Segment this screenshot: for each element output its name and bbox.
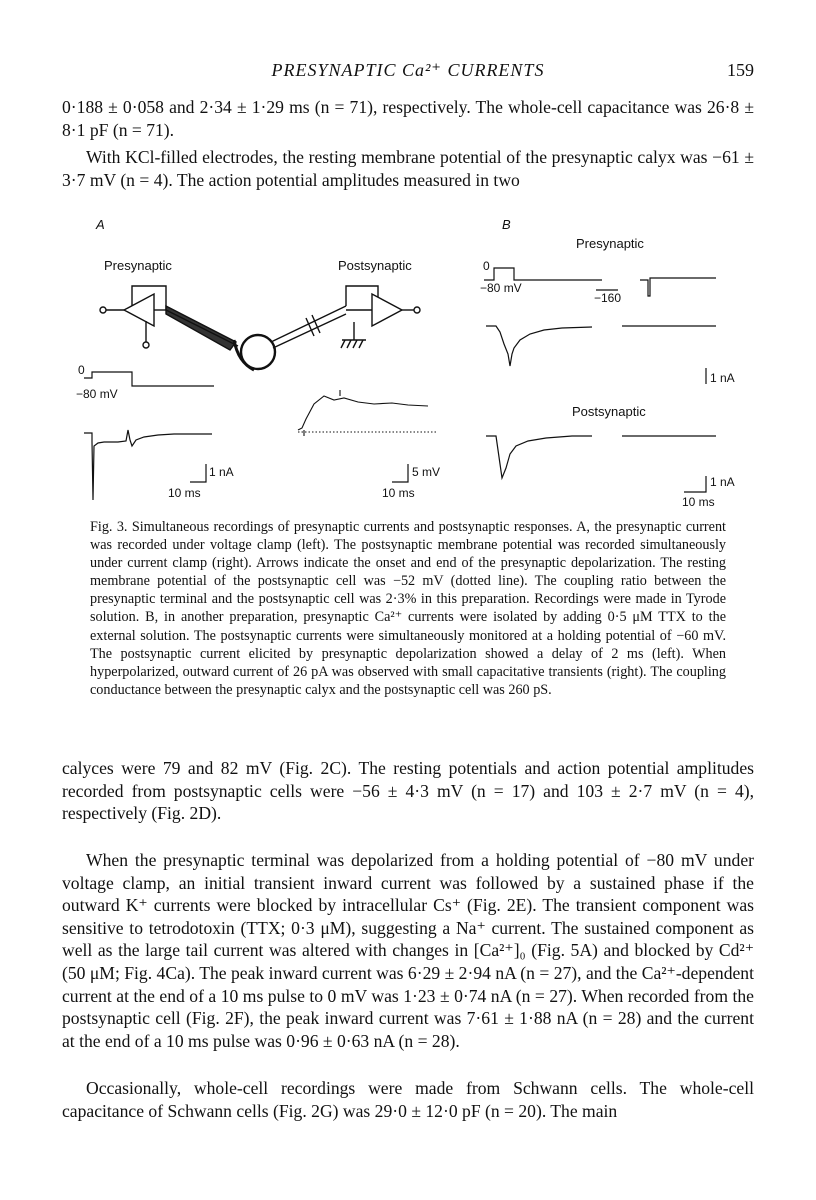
body-paragraph-3: calyces were 79 and 82 mV (Fig. 2C). The resting potentials and action potential amplitudes recorded from postsynaptic cells were −56 ± 4·3 mV (n = 17) and 103 ± 2·7 mV (n = 4), respectively (Fig. 2D).	[62, 758, 754, 824]
panel-a-postsynaptic-label: Postsynaptic	[338, 258, 412, 273]
panel-a-scale-time-left: 10 ms	[168, 486, 201, 500]
body-paragraph-4: When the presynaptic terminal was depolarized from a holding potential of −80 mV under voltage clamp, an initial transient inward current was followed by a sustained phase if the outward K⁺ currents were blocked by intracellular Cs⁺ (Fig. 2E). The transient component was sensitive to tetrodotoxin (TTX; 0·3 μM), suggesting a Na⁺ current. The sustained component as well as the large tail current was altered with changes in [Ca²⁺]₀ (Fig. 5A) and blocked by Cd²⁺ (50 μM; Fig. 4Ca). The peak inward current was 6·29 ± 2·94 nA (n = 27), and the Ca²⁺-dependent current at the end of a 10 ms pulse to 0 mV was 1·23 ± 0·74 nA (n = 27). When recorded from the postsynaptic cell (Fig. 2F), the peak inward current was 7·61 ± 1·88 nA (n = 28) and the current at the end of a 10 ms pulse was 0·96 ± 0·63 nA (n = 28).	[62, 850, 754, 1051]
panel-b-hyper-label: −160	[594, 291, 622, 305]
panel-b-step-bottom: −80 mV	[480, 281, 522, 295]
panel-a-label: A	[96, 217, 105, 232]
panel-a-postsynaptic-voltage-trace	[298, 390, 438, 436]
page-number: 159	[727, 60, 754, 80]
panel-b-presynaptic-current-trace	[486, 326, 716, 366]
panel-a-voltage-step	[84, 372, 214, 386]
circuit-schematic	[100, 286, 420, 370]
body-paragraph-2: With KCl-filled electrodes, the resting membrane potential of the presynaptic calyx was −61 ± 3·7 mV (n = 4). The action potential amplitudes measured in two	[62, 147, 754, 190]
panel-b-postsynaptic-label: Postsynaptic	[572, 404, 646, 419]
panel-b-scale-time: 10 ms	[682, 495, 715, 509]
figure-caption: Fig. 3. Simultaneous recordings of presynaptic currents and postsynaptic responses. A, the presynaptic current was recorded under voltage clamp (left). The postsynaptic membrane potential was recorded simultaneously under current clamp (right). Arrows indicate the onset and end of the presynaptic depolarization. The resting membrane potential of the postsynaptic cell was −52 mV (dotted line). The coupling ratio between the presynaptic terminal and the postsynaptic cell was 2·3% in this preparation. Recordings were made in Tyrode solution. B, in another preparation, presynaptic Ca²⁺ currents were isolated by adding 0·5 μM TTX to the external solution. The postsynaptic currents were simultaneously monitored at a holding potential of −60 mV. The postsynaptic current elicited by presynaptic depolarization showed a delay of 2 ms (left). When hyperpolarized, outward current of 26 pA was observed with small capacitative transients (right). The coupling conductance between the presynaptic calyx and the postsynaptic cell was 260 pS.	[90, 519, 726, 698]
panel-a-voltage-scale-bar	[392, 464, 408, 482]
figure-3	[62, 214, 754, 514]
panel-a-current-scale-bar	[190, 464, 206, 482]
panel-a-step-bottom: −80 mV	[76, 387, 118, 401]
panel-a-scale-time-right: 10 ms	[382, 486, 415, 500]
panel-b-postsynaptic-current-trace	[486, 436, 716, 478]
panel-b-label: B	[502, 217, 511, 232]
panel-b-presynaptic-label: Presynaptic	[576, 236, 644, 251]
panel-a-scale-voltage: 5 mV	[412, 465, 441, 479]
panel-a-step-top: 0	[78, 363, 85, 377]
panel-b-scale-current-2: 1 nA	[710, 475, 735, 489]
panel-b-step-top: 0	[483, 259, 490, 273]
panel-b-scale-current-1: 1 nA	[710, 371, 735, 385]
panel-a-scale-current: 1 nA	[209, 465, 234, 479]
body-paragraph-1: 0·188 ± 0·058 and 2·34 ± 1·29 ms (n = 71), respectively. The whole-cell capacitance was 26·8 ± 8·1 pF (n = 71).	[62, 97, 754, 140]
panel-a-presynaptic-label: Presynaptic	[104, 258, 172, 273]
body-paragraph-5: Occasionally, whole-cell recordings were made from Schwann cells. The whole-cell capacitance of Schwann cells (Fig. 2G) was 29·0 ± 12·0 pF (n = 20). The main	[62, 1078, 754, 1121]
running-title: PRESYNAPTIC Ca²⁺ CURRENTS	[271, 60, 545, 80]
page-header	[62, 60, 754, 86]
panel-b-current-scale-bar-2	[684, 476, 706, 492]
